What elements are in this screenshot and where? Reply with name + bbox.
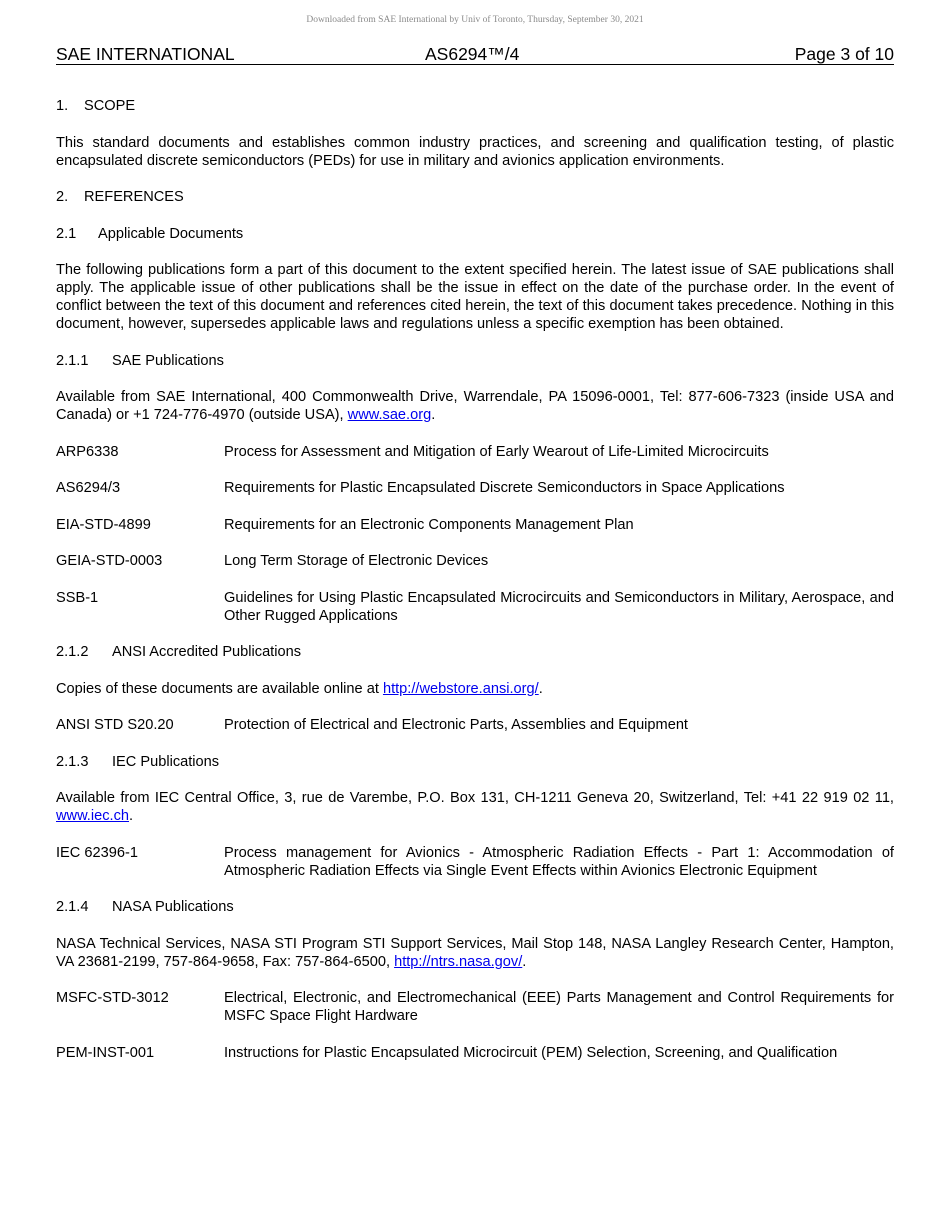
section-ansi-publications-heading bbox=[56, 643, 894, 661]
header-page-number: Page 3 of 10 bbox=[794, 44, 894, 64]
ansi-reference-list bbox=[56, 716, 894, 734]
download-watermark: Downloaded from SAE International by Univ of Toronto, Thursday, September 30, 2021 bbox=[306, 15, 644, 25]
nasa-availability-paragraph bbox=[56, 935, 894, 971]
section-scope-heading bbox=[56, 97, 894, 115]
reference-entry bbox=[56, 844, 894, 880]
section-title: ANSI Accredited Publications bbox=[112, 644, 302, 660]
reference-title: Long Term Storage of Electronic Devices bbox=[224, 553, 489, 569]
section-title: Applicable Documents bbox=[98, 225, 244, 242]
sentence-end: . bbox=[431, 407, 436, 423]
section-title: SAE Publications bbox=[112, 352, 224, 369]
reference-title: Requirements for Plastic Encapsulated Discrete Semiconductors in Space Applications bbox=[224, 480, 785, 496]
reference-title: Protection of Electrical and Electronic Parts, Assemblies and Equipment bbox=[224, 717, 688, 733]
scope-paragraph: This standard documents and establishes common industry practices, and screening and qualification testing, of plastic encapsulated discrete semiconductors (PEDs) for use in military and avionics application environments. bbox=[56, 134, 894, 169]
sentence-end: . bbox=[538, 680, 543, 697]
reference-title: Instructions for Plastic Encapsulated Microcircuit (PEM) Selection, Screening, and Qualification bbox=[224, 1044, 838, 1061]
section-number: 2.1.4 bbox=[56, 899, 89, 915]
reference-title: Process management for Avionics - Atmospheric Radiation Effects - Part 1: Accommodation of Atmospheric Radiation Effects via Single Event Effects within Avionics Electronic Equipment bbox=[224, 844, 894, 879]
iec-website-link[interactable]: www.iec.ch bbox=[56, 808, 129, 824]
sentence-end: . bbox=[522, 953, 527, 970]
reference-code: PEM-INST-001 bbox=[56, 1044, 155, 1061]
nasa-ntrs-link[interactable]: http://ntrs.nasa.gov/ bbox=[394, 953, 523, 970]
section-title: SCOPE bbox=[84, 98, 136, 114]
reference-entry bbox=[56, 516, 894, 534]
header-org: SAE INTERNATIONAL bbox=[56, 44, 235, 64]
reference-entry bbox=[56, 479, 894, 497]
reference-entry bbox=[56, 989, 894, 1025]
reference-entry bbox=[56, 1044, 894, 1062]
sae-reference-list bbox=[56, 443, 894, 625]
section-sae-publications-heading bbox=[56, 352, 894, 370]
section-number: 2.1.2 bbox=[56, 644, 89, 660]
section-number: 1. bbox=[56, 98, 69, 114]
reference-code: GEIA-STD-0003 bbox=[56, 553, 163, 569]
section-number: 2.1.1 bbox=[56, 352, 89, 369]
nasa-availability-text: NASA Technical Services, NASA STI Program STI Support Services, Mail Stop 148, NASA Langley Research Center, Hampton, VA 23681-2199, 757-864-9658, Fax: 757-864-6500, bbox=[56, 935, 894, 970]
nasa-reference-list bbox=[56, 989, 894, 1062]
section-title: NASA Publications bbox=[112, 899, 234, 915]
reference-code: EIA-STD-4899 bbox=[56, 516, 151, 533]
section-number: 2.1 bbox=[56, 225, 77, 242]
reference-code: ANSI STD S20.20 bbox=[56, 717, 174, 733]
sae-availability-text: Available from SAE International, 400 Commonwealth Drive, Warrendale, PA 15096-0001, Tel: 877-606-7323 (inside USA and Canada) or +1 724-776-4970 (outside USA), bbox=[56, 389, 894, 423]
section-number: 2. bbox=[56, 189, 69, 205]
header-doc-number: AS6294™/4 bbox=[425, 44, 520, 64]
ansi-availability-text: Copies of these documents are available online at bbox=[56, 680, 383, 697]
page-header bbox=[56, 44, 894, 65]
section-iec-publications-heading bbox=[56, 753, 894, 771]
section-references-heading bbox=[56, 188, 894, 206]
reference-code: MSFC-STD-3012 bbox=[56, 990, 169, 1006]
reference-title: Process for Assessment and Mitigation of Early Wearout of Life-Limited Microcircuits bbox=[224, 443, 769, 460]
section-title: IEC Publications bbox=[112, 753, 220, 770]
reference-entry bbox=[56, 589, 894, 625]
ansi-availability-paragraph bbox=[56, 680, 894, 698]
applicable-documents-paragraph: The following publications form a part of this document to the extent specified herein. The latest issue of SAE publications shall apply. The applicable issue of other publications shall be the issue in effect on the date of the purchase order. In the event of conflict between the text of this document and references cited herein, the text of this document takes precedence. Nothing in this document, however, supersedes applicable laws and regulations unless a specific exemption has been obtained. bbox=[56, 262, 894, 332]
reference-title: Electrical, Electronic, and Electromechanical (EEE) Parts Management and Control Requirements for MSFC Space Flight Hardware bbox=[224, 990, 894, 1024]
section-number: 2.1.3 bbox=[56, 753, 89, 770]
reference-entry bbox=[56, 716, 894, 734]
reference-code: IEC 62396-1 bbox=[56, 844, 138, 861]
iec-availability-paragraph bbox=[56, 789, 894, 825]
reference-code: AS6294/3 bbox=[56, 480, 121, 496]
sentence-end: . bbox=[129, 808, 134, 824]
document-body bbox=[56, 97, 894, 1080]
ansi-webstore-link[interactable]: http://webstore.ansi.org/ bbox=[382, 680, 539, 697]
reference-title: Requirements for an Electronic Components Management Plan bbox=[224, 516, 634, 533]
section-nasa-publications-heading bbox=[56, 898, 894, 916]
sae-website-link[interactable]: www.sae.org bbox=[347, 407, 432, 423]
reference-code: ARP6338 bbox=[56, 443, 119, 460]
reference-entry bbox=[56, 552, 894, 570]
sae-availability-paragraph bbox=[56, 388, 894, 424]
reference-title: Guidelines for Using Plastic Encapsulated Microcircuits and Semiconductors in Military, Aerospace, and Other Rugged Applications bbox=[224, 589, 894, 624]
iec-reference-list bbox=[56, 844, 894, 880]
reference-code: SSB-1 bbox=[56, 589, 99, 606]
reference-entry bbox=[56, 443, 894, 461]
iec-availability-text: Available from IEC Central Office, 3, rue de Varembe, P.O. Box 131, CH-1211 Geneva 20, Switzerland, Tel: +41 22 919 02 11, bbox=[56, 790, 894, 806]
section-applicable-documents-heading bbox=[56, 225, 894, 243]
section-title: REFERENCES bbox=[84, 189, 184, 205]
